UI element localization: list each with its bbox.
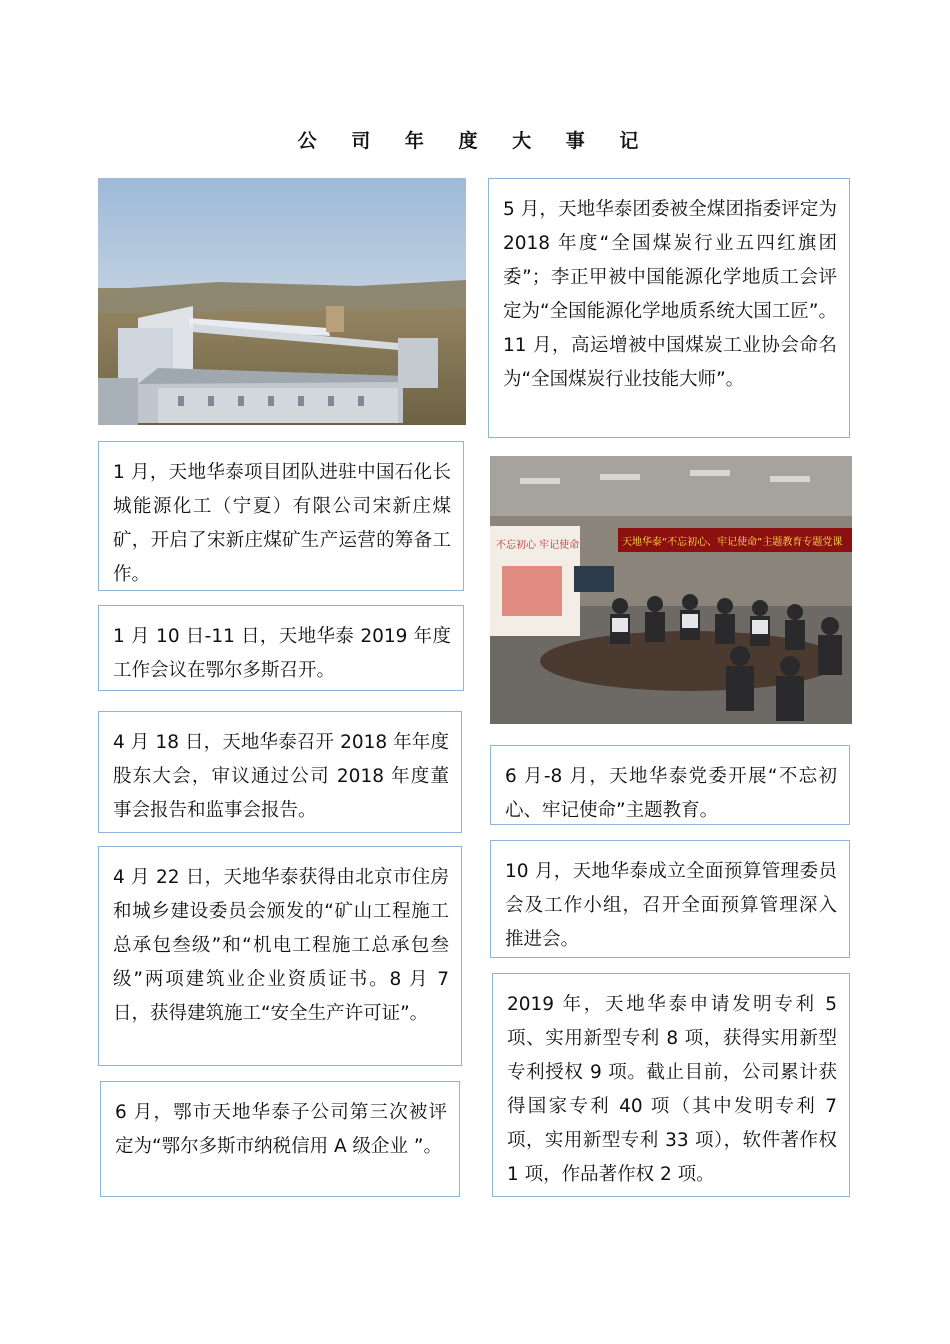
event-patents-text: 2019 年，天地华泰申请发明专利 5 项、实用新型专利 8 项，获得实用新型专利授权 9 项。截止目前，公司累计获得国家专利 40 项（其中发明专利 7 项，实用新型专利 33 项），软件著作权 1 项，作品著作权 2 项。 (507, 994, 837, 1185)
event-oct-budget-text: 10 月，天地华泰成立全面预算管理委员会及工作小组，召开全面预算管理深入推进会。 (505, 861, 837, 950)
event-jun-party (490, 745, 850, 825)
event-oct-budget (490, 840, 850, 958)
event-jan-project-text: 1 月，天地华泰项目团队进驻中国石化长城能源化工（宁夏）有限公司宋新庄煤矿，开启了宋新庄煤矿生产运营的筹备工作。 (113, 462, 451, 585)
event-patents (492, 973, 850, 1197)
event-jun-tax (100, 1081, 460, 1197)
slogan-text: 不忘初心 牢记使命 (496, 540, 580, 551)
event-apr18 (98, 711, 462, 833)
page-title: 公 司 年 度 大 事 记 (297, 130, 653, 152)
event-jan-project (98, 441, 464, 591)
event-may-youth (488, 178, 850, 438)
event-jan-meeting-text: 1 月 10 日-11 日，天地华泰 2019 年度工作会议在鄂尔多斯召开。 (113, 626, 451, 681)
event-jun-party-text: 6 月-8 月，天地华泰党委开展“不忘初心、牢记使命”主题教育。 (505, 766, 837, 821)
event-jan-meeting (98, 605, 464, 691)
event-may-youth-text: 5 月，天地华泰团委被全煤团指委评定为 2018 年度“全国煤炭行业五四红旗团委”；李正甲被中国能源化学地质工会评定为“全国能源化学地质系统大国工匠”。11 月，高运增被中国煤炭工业协会命名为“全国煤炭行业技能大师”。 (503, 199, 837, 390)
event-apr18-text: 4 月 18 日，天地华泰召开 2018 年年度股东大会，审议通过公司 2018 年度董事会报告和监事会报告。 (113, 732, 449, 821)
banner-text: 天地华泰“不忘初心、牢记使命”主题教育专题党课 (622, 537, 843, 548)
event-apr22-text: 4 月 22 日，天地华泰获得由北京市住房和城乡建设委员会颁发的“矿山工程施工总承包叁级”和“机电工程施工总承包叁级”两项建筑业企业资质证书。8 月 7 日，获得建筑施工“安全生产许可证”。 (113, 867, 449, 1024)
party-meeting-photo (490, 456, 852, 724)
event-jun-tax-text: 6 月，鄂市天地华泰子公司第三次被评定为“鄂尔多斯市纳税信用 A 级企业 ”。 (115, 1102, 447, 1157)
coal-mine-plant-photo (98, 178, 466, 425)
event-apr22 (98, 846, 462, 1066)
